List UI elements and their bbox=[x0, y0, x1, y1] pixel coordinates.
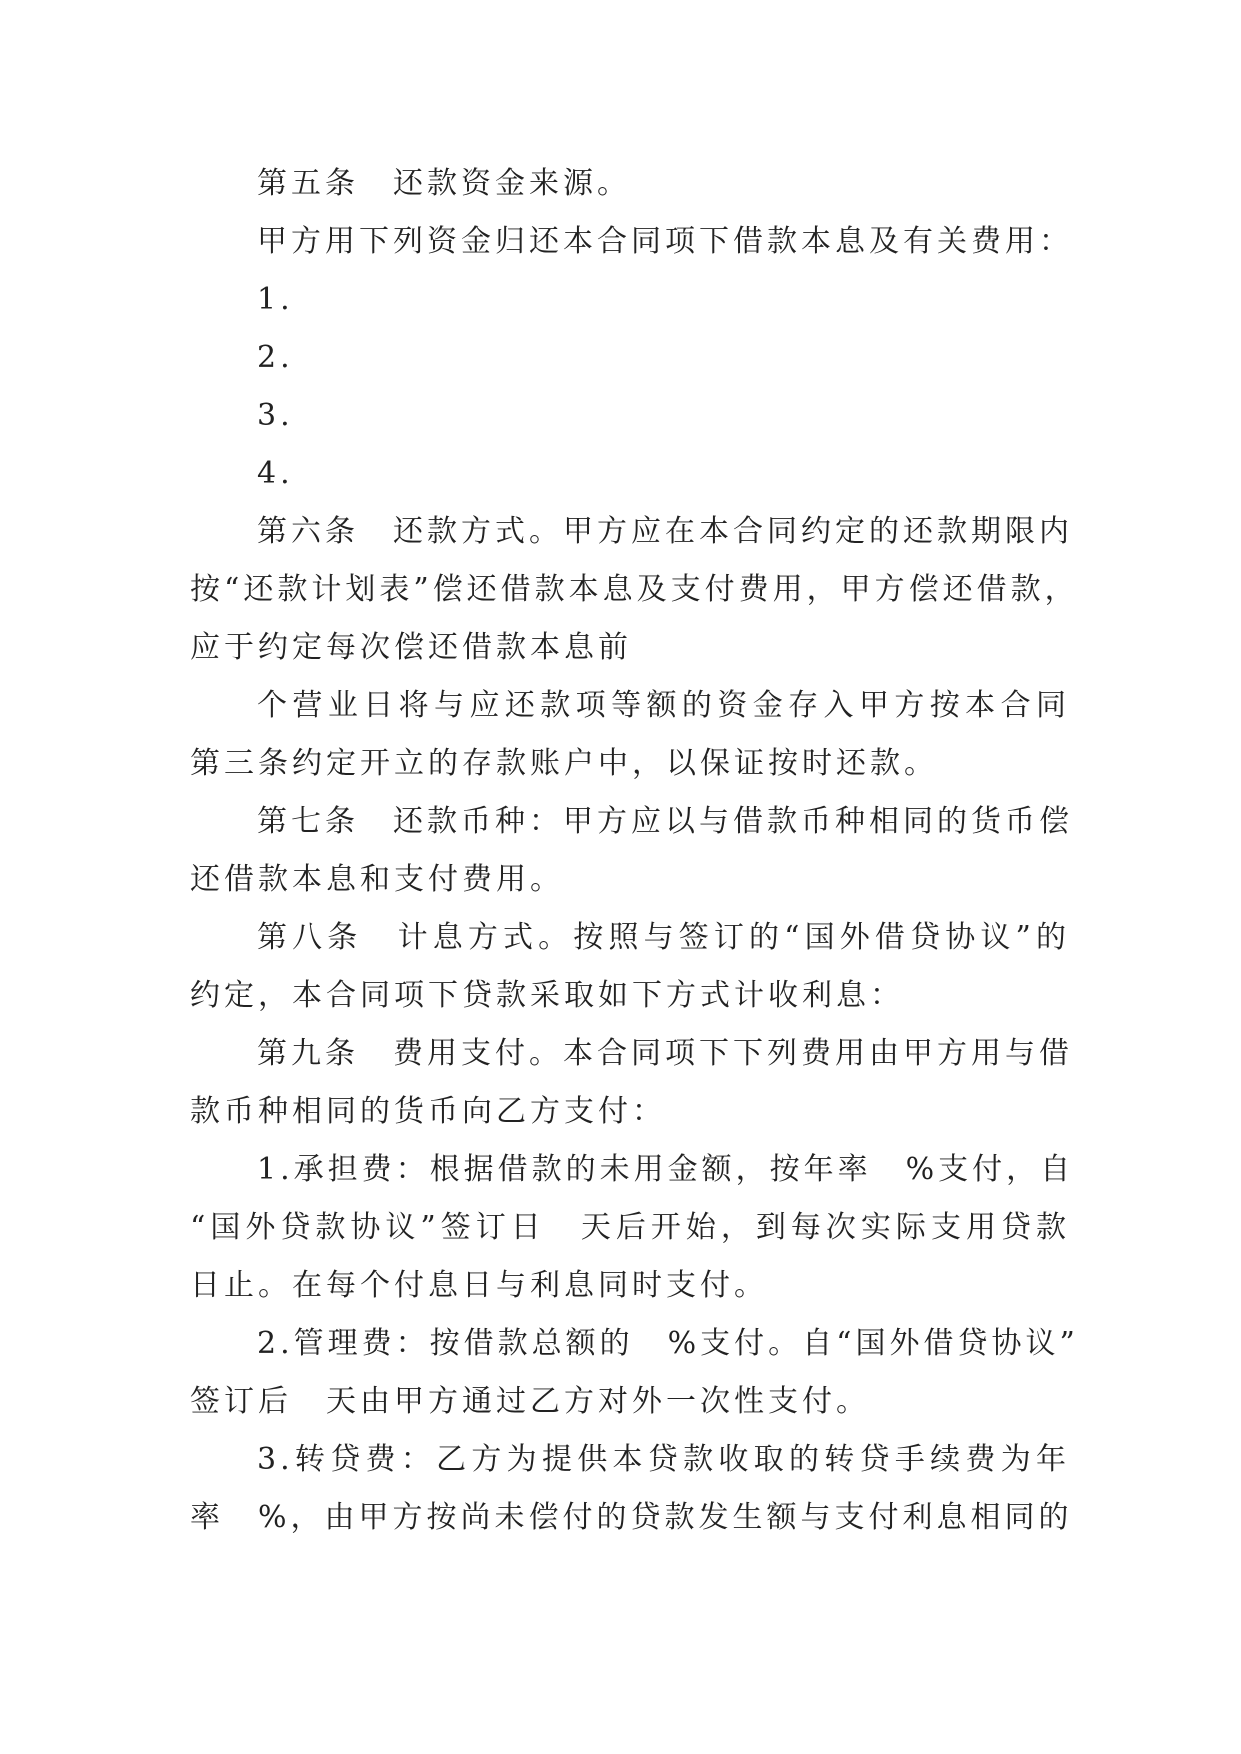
article-5-text: 甲方用下列资金归还本合同项下借款本息及有关费用： bbox=[257, 224, 1073, 259]
fee-2-line-1: 2.管理费：按借款总额的 %支付。自“国外借贷协议” bbox=[257, 1326, 1079, 1361]
article-5-heading: 第五条 还款资金来源。 bbox=[257, 166, 631, 201]
fee-2-line-2: 签订后 天由甲方通过乙方对外一次性支付。 bbox=[190, 1384, 870, 1419]
list-item-1: 1. bbox=[257, 282, 294, 317]
fee-3-line-1: 3.转贷费：乙方为提供本贷款收取的转贷手续费为年 bbox=[257, 1442, 1070, 1477]
article-8-line-1: 第八条 计息方式。按照与签订的“国外借贷协议”的 bbox=[257, 920, 1070, 955]
article-6-line-1: 第六条 还款方式。甲方应在本合同约定的还款期限内 bbox=[257, 514, 1073, 549]
paragraph-line-1: 个营业日将与应还款项等额的资金存入甲方按本合同 bbox=[257, 688, 1070, 723]
article-6-line-3: 应于约定每次偿还借款本息前 bbox=[190, 630, 632, 665]
fee-1-line-1: 1.承担费：根据借款的未用金额，按年率 %支付，自 bbox=[257, 1152, 1075, 1187]
list-item-3: 3. bbox=[257, 398, 294, 433]
article-7-line-1: 第七条 还款币种：甲方应以与借款币种相同的货币偿 bbox=[257, 804, 1073, 839]
list-item-2: 2. bbox=[257, 340, 294, 375]
paragraph-line-2: 第三条约定开立的存款账户中，以保证按时还款。 bbox=[190, 746, 938, 781]
fee-1-line-3: 日止。在每个付息日与利息同时支付。 bbox=[190, 1268, 768, 1303]
article-8-line-2: 约定，本合同项下贷款采取如下方式计收利息： bbox=[190, 978, 904, 1013]
article-6-line-2: 按“还款计划表”偿还借款本息及支付费用，甲方偿还借款， bbox=[190, 572, 1079, 607]
article-9-line-2: 款币种相同的货币向乙方支付： bbox=[190, 1094, 666, 1129]
list-item-4: 4. bbox=[257, 456, 294, 491]
article-7-line-2: 还借款本息和支付费用。 bbox=[190, 862, 564, 897]
fee-3-line-2: 率 %，由甲方按尚未偿付的贷款发生额与支付利息相同的 bbox=[190, 1500, 1073, 1535]
article-9-line-1: 第九条 费用支付。本合同项下下列费用由甲方用与借 bbox=[257, 1036, 1073, 1071]
fee-1-line-2: “国外贷款协议”签订日 天后开始，到每次实际支用贷款 bbox=[190, 1210, 1070, 1245]
